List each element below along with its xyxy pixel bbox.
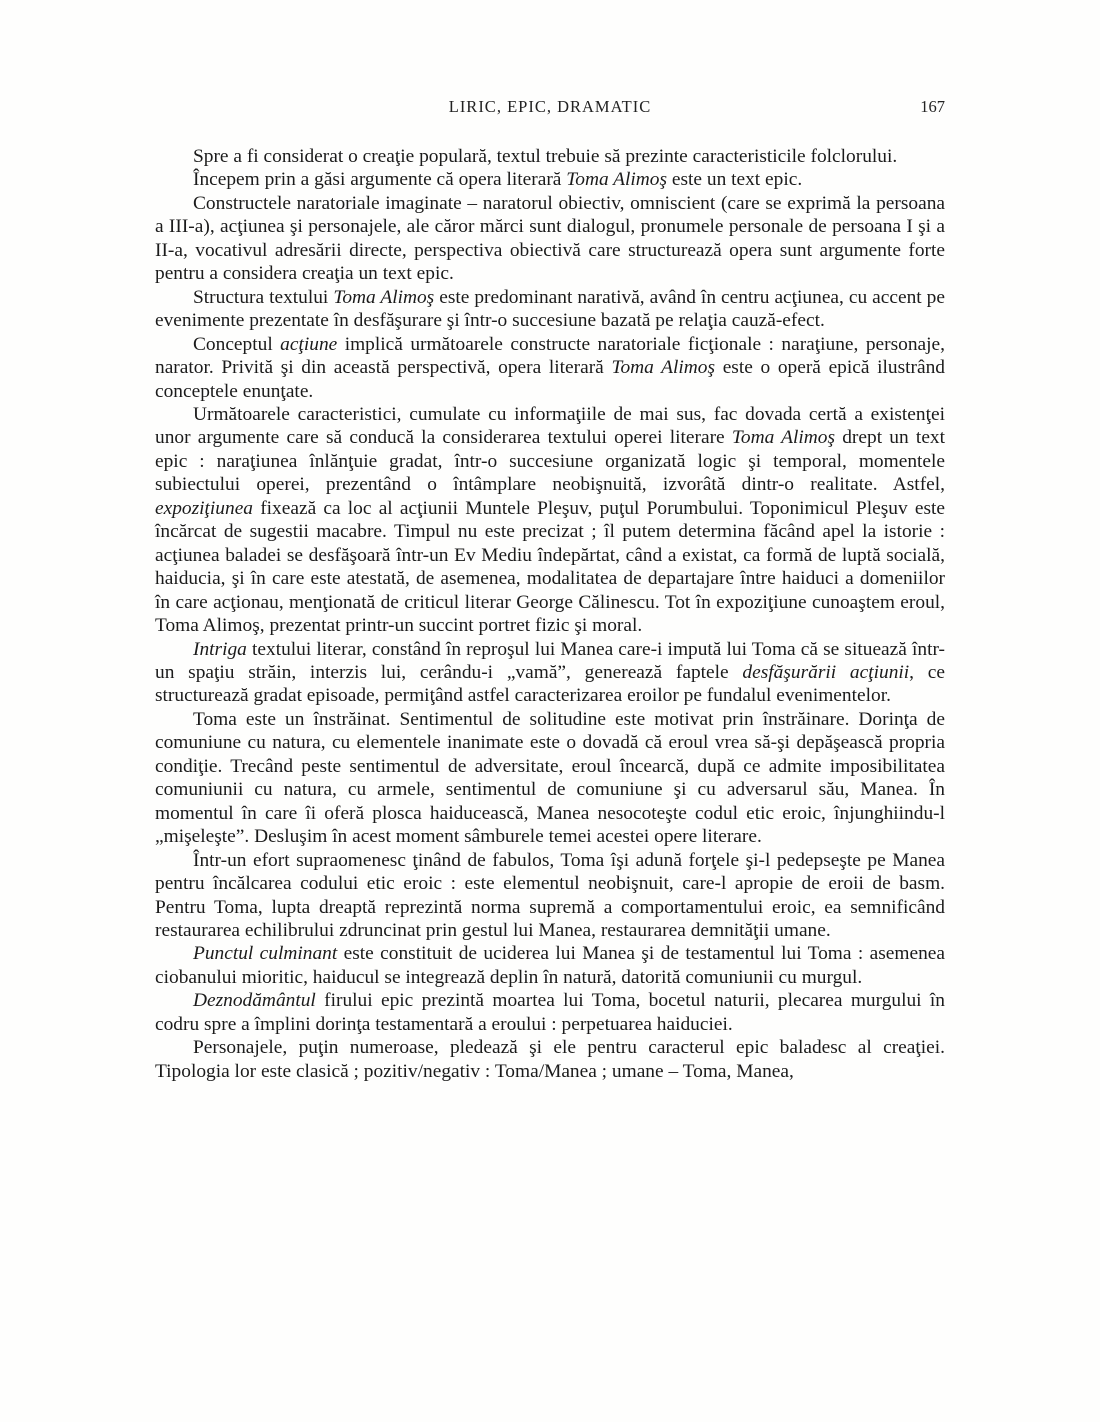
paragraph: [155, 708, 945, 849]
italic-text-run: acţiune: [280, 333, 338, 355]
paragraph: [155, 403, 945, 638]
text-run: implică următoarele constructe naratoriale ficţionale : naraţiune, personaje, narator. Privită şi din această perspectivă, opera literară: [155, 333, 945, 379]
text-run: drept un text epic : naraţiunea înlănţuie gradat, într-o succesiune organizată logic şi temporal, momentele subiectului operei, prezentând o întâmplare neobişnuită, izvorâtă dintr-o realitate. Astfel,: [155, 427, 946, 496]
italic-text-run: Toma Alimoş: [566, 169, 668, 191]
text-run: Conceptul: [193, 333, 281, 355]
italic-text-run: Toma Alimoş: [333, 286, 435, 308]
text-run: , ce structurează gradat episoade, permiţând astfel caracterizarea eroilor pe fundalul evenimentelor.: [155, 661, 945, 707]
paragraph: [155, 989, 945, 1036]
text-run: este constituit de uciderea lui Manea şi de testamentul lui Toma : asemenea ciobanului mioritic, haiducul se integrează deplin în natură, datorită comuniunii cu murgul.: [155, 943, 945, 988]
text-run: Spre a fi considerat o creaţie populară, textul trebuie să prezinte caracteristicile folclorului.: [193, 146, 898, 167]
text-run: este predominant narativă, având în centru acţiunea, cu accent pe evenimente prezentate în desfăşurare şi într-o succesiune bazată pe relaţia cauză-efect.: [155, 286, 945, 332]
text-run: Într-un efort supraomenesc ţinând de fabulos, Toma îşi adună forţele şi-l pedepseşte pe Manea pentru încălcarea codului etic eroic : este elementul neobişnuit, care-l apropie de eroii de basm. Pentru Toma, lupta dreaptă reprezintă norma supremă a comportamentului eroic, ea semnificând restaurarea echilibrului zdruncinat prin gestul lui Manea, restaurarea demnităţii umane.: [155, 849, 945, 941]
text-run: firului epic prezintă moartea lui Toma, bocetul naturii, plecarea murgului în codru spre a împlini dorinţa testamentară a eroului : perpetuarea haiduciei.: [155, 990, 945, 1035]
paragraph: [155, 168, 945, 191]
text-run: fixează ca loc al acţiunii Muntele Pleşuv, puţul Porumbului. Toponimicul Pleşuv este încărcat de sugestii macabre. Timpul nu este precizat ; îl putem determina făcând apel la istorie : acţiunea baladei se desfăşoară într-un Ev Mediu îndepărtat, când a existat, ca formă de luptă socială, haiducia, şi în care este atestată, de asemenea, modalitatea de departajare între haiduci a domeniilor în care acţionau, menţionată de criticul literar George Călinescu. Tot în expoziţiune cunoaştem eroul, Toma Alimoş, prezentat printr-un succint portret fizic şi moral.: [155, 497, 945, 637]
paragraph: [155, 192, 945, 286]
text-run: Constructele naratoriale imaginate – naratorul obiectiv, omniscient (care se exprimă la persoana a III-a), acţiunea şi personajele, ale căror mărci sunt dialogul, pronumele personale de persoana I şi a II-a, vocativul adresării directe, perspectiva obiectivă care structurează opera sunt argumente forte pentru a considera creaţia un text epic.: [155, 192, 945, 285]
italic-text-run: expoziţiunea: [155, 497, 254, 519]
page-number: 167: [920, 97, 945, 116]
paragraph: [155, 1036, 945, 1083]
italic-text-run: Intriga: [193, 638, 247, 660]
text-run: Personajele, puţin numeroase, pledează şi ele pentru caracterul epic baladesc al creaţiei. Tipologia lor este clasică ; pozitiv/negativ : Toma/Manea ; umane – Toma, Manea,: [155, 1037, 945, 1082]
page-body: [155, 145, 945, 1083]
text-run: Următoarele caracteristici, cumulate cu informaţiile de mai sus, fac dovada certă a existenţei unor argumente care să conducă la considerarea textului operei literare: [155, 403, 945, 449]
text-run: este o operă epică ilustrând conceptele enunţate.: [155, 357, 945, 402]
italic-text-run: Punctul culminant: [193, 943, 338, 965]
paragraph: [155, 942, 945, 989]
italic-text-run: desfăşurării acţiunii: [742, 661, 910, 683]
paragraph: [155, 849, 945, 943]
paragraph: [155, 145, 945, 168]
paragraph: [155, 638, 945, 708]
paragraph: [155, 286, 945, 333]
text-run: Toma este un înstrăinat. Sentimentul de solitudine este motivat prin înstrăinare. Dorinţa de comuniune cu natura, cu elementele inanimate este o dovadă că eroul vrea să-şi depăşească propria condiţie. Trecând peste sentimentul de adversitate, eroul încearcă, după ce admite imposibilitatea comuniunii cu natura, cu armele, sentimentul de comuniune şi cu adversarul său, Manea. În momentul în care îi oferă plosca haiducească, Manea nesocoteşte codul etic eroic, înjunghiindu-l „mişeleşte”. Desluşim în acest moment sâmburele temei acestei opere literare.: [155, 708, 945, 848]
text-run: este un text epic.: [667, 169, 803, 191]
paragraph: [155, 333, 945, 403]
running-header: [155, 97, 945, 119]
running-header-title: LIRIC, EPIC, DRAMATIC: [448, 97, 652, 116]
text-run: Începem prin a găsi argumente că opera literară: [193, 169, 567, 191]
italic-text-run: Toma Alimoş: [731, 427, 836, 449]
italic-text-run: Toma Alimoş: [611, 357, 716, 379]
text-run: textului literar, constând în reproşul lui Manea care-i impută lui Toma că se situează într-un spaţiu străin, interzis lui, cerându-i „vamă”, generează faptele: [155, 638, 945, 683]
italic-text-run: Deznodământul: [193, 990, 316, 1012]
text-run: Structura textului: [193, 286, 334, 308]
